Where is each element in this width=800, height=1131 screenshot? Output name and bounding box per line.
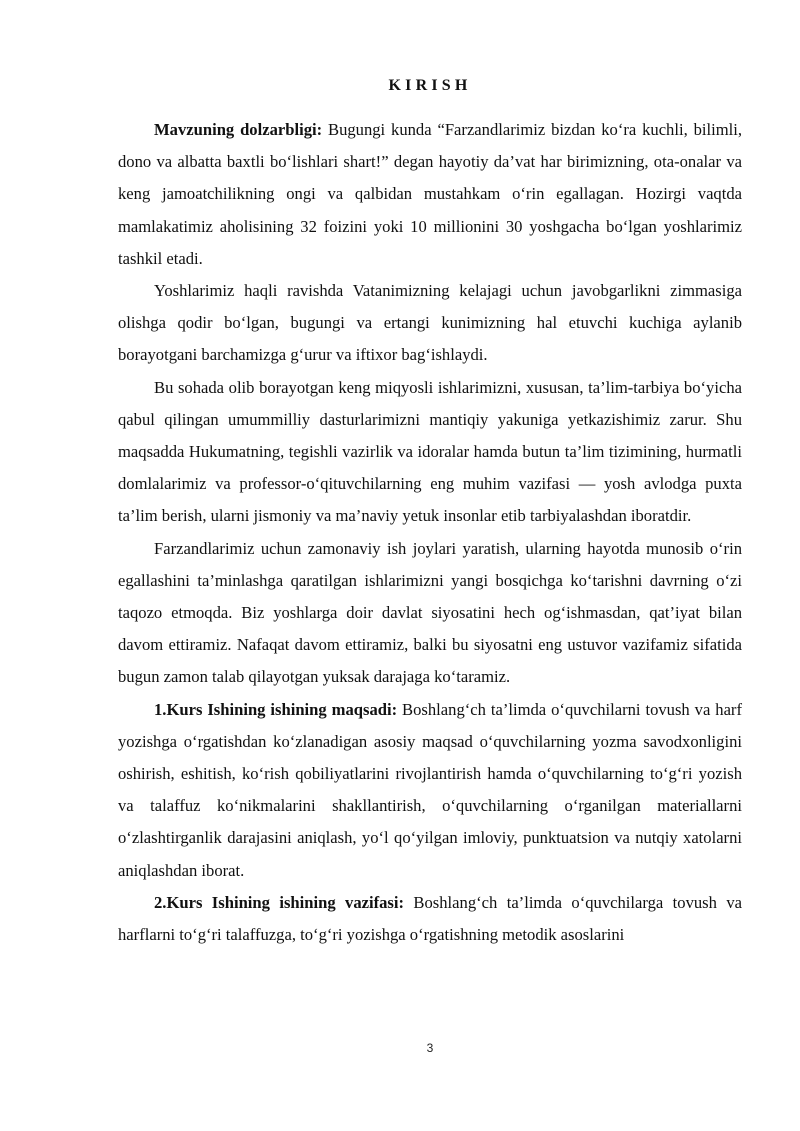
document-page — [118, 72, 742, 951]
paragraph-relevance — [118, 114, 742, 275]
paragraph-lead: Mavzuning dolzarbligi: — [154, 120, 323, 139]
paragraph-text: Yoshlarimiz haqli ravishda Vatanimizning kelajagi uchun javobgarlikni zimmasiga olishga qodir bo‘lgan, bugungi va ertangi kunimizning hal etuvchi kuchiga aylanib borayotgani barchamizga g‘urur va iftixor bag‘ishlaydi. — [118, 281, 742, 365]
paragraph-youth — [118, 275, 742, 372]
paragraph-goal — [118, 694, 742, 887]
paragraph-workplaces — [118, 533, 742, 694]
paragraph-text: Farzandlarimiz uchun zamonaviy ish joylari yaratish, ularning hayotda munosib o‘rin egallashini ta’minlashga qaratilgan ishlarimizni yangi bosqichga ko‘tarishni davrning o‘zi taqozo etmoqda. Biz yoshlarga doir davlat siyosatini hech og‘ishmasdan, qat’iyat bilan davom ettiramiz. Nafaqat davom ettiramiz, balki bu siyosatni eng ustuvor vazifamiz sifatida bugun zamon talab qilayotgan yuksak darajaga ko‘taramiz. — [118, 538, 742, 687]
paragraph-education — [118, 372, 742, 533]
paragraph-tasks — [118, 887, 742, 951]
paragraph-lead: 1.Kurs Ishining ishining maqsadi: — [154, 699, 398, 719]
page-number: 3 — [426, 1041, 434, 1055]
page-title: KIRISH — [388, 77, 472, 94]
paragraph-lead: 2.Kurs Ishining ishining vazifasi: — [154, 892, 405, 912]
paragraph-text: Boshlang‘ch ta’limda o‘quvchilarni tovush va harf yozishga o‘rgatishdan ko‘zlanadigan asosiy maqsad o‘quvchilarning yozma savodxonligini oshirish, eshitish, ko‘rish qobiliyatlarini rivojlantirish hamda o‘quvchilarning to‘g‘ri yozish va talaffuz ko‘nikmalarini shakllantirish, o‘quvchilarning o‘rganilgan materiallarni o‘zlashtirganlik darajasini aniqlash, yo‘l qo‘yilgan imloviy, punktuatsion va nutqiy xatolarni aniqlashdan iborat. — [118, 699, 742, 880]
paragraph-text: Bu sohada olib borayotgan keng miqyosli ishlarimizni, xususan, ta’lim-tarbiya bo‘yicha qabul qilingan umummilliy dasturlarimizni mantiqiy yakuniga yetkazishimiz zarur. Shu maqsadda Hukumatning, tegishli vazirlik va idoralar hamda butun ta’lim tizimining, hurmatli domlalarimiz va professor-o‘qituvchilarning eng muhim vazifasi — yosh avlodga puxta ta’lim berish, ularni jismoniy va ma’naviy yetuk insonlar etib tarbiyalashdan iboratdir. — [118, 377, 742, 526]
paragraph-text: Boshlang‘ch ta’limda o‘quvchilarga tovush va harflarni to‘g‘ri talaffuzga, to‘g‘ri yozishga o‘rgatishning metodik asoslarini — [118, 892, 742, 945]
paragraph-text: Bugungi kunda “Farzandlarimiz bizdan ko‘ra kuchli, bilimli, dono va albatta baxtli bo‘lishlari shart!” degan hayotiy da’vat har birimizning, ota-onalar va keng jamoatchilikning ongi va qalbidan mustahkam o‘rin egallagan. Hozirgi vaqtda mamlakatimiz aholisining 32 foizini yoki 10 millionini 30 yoshgacha bo‘lgan yoshlarimiz tashkil etadi. — [118, 120, 742, 268]
